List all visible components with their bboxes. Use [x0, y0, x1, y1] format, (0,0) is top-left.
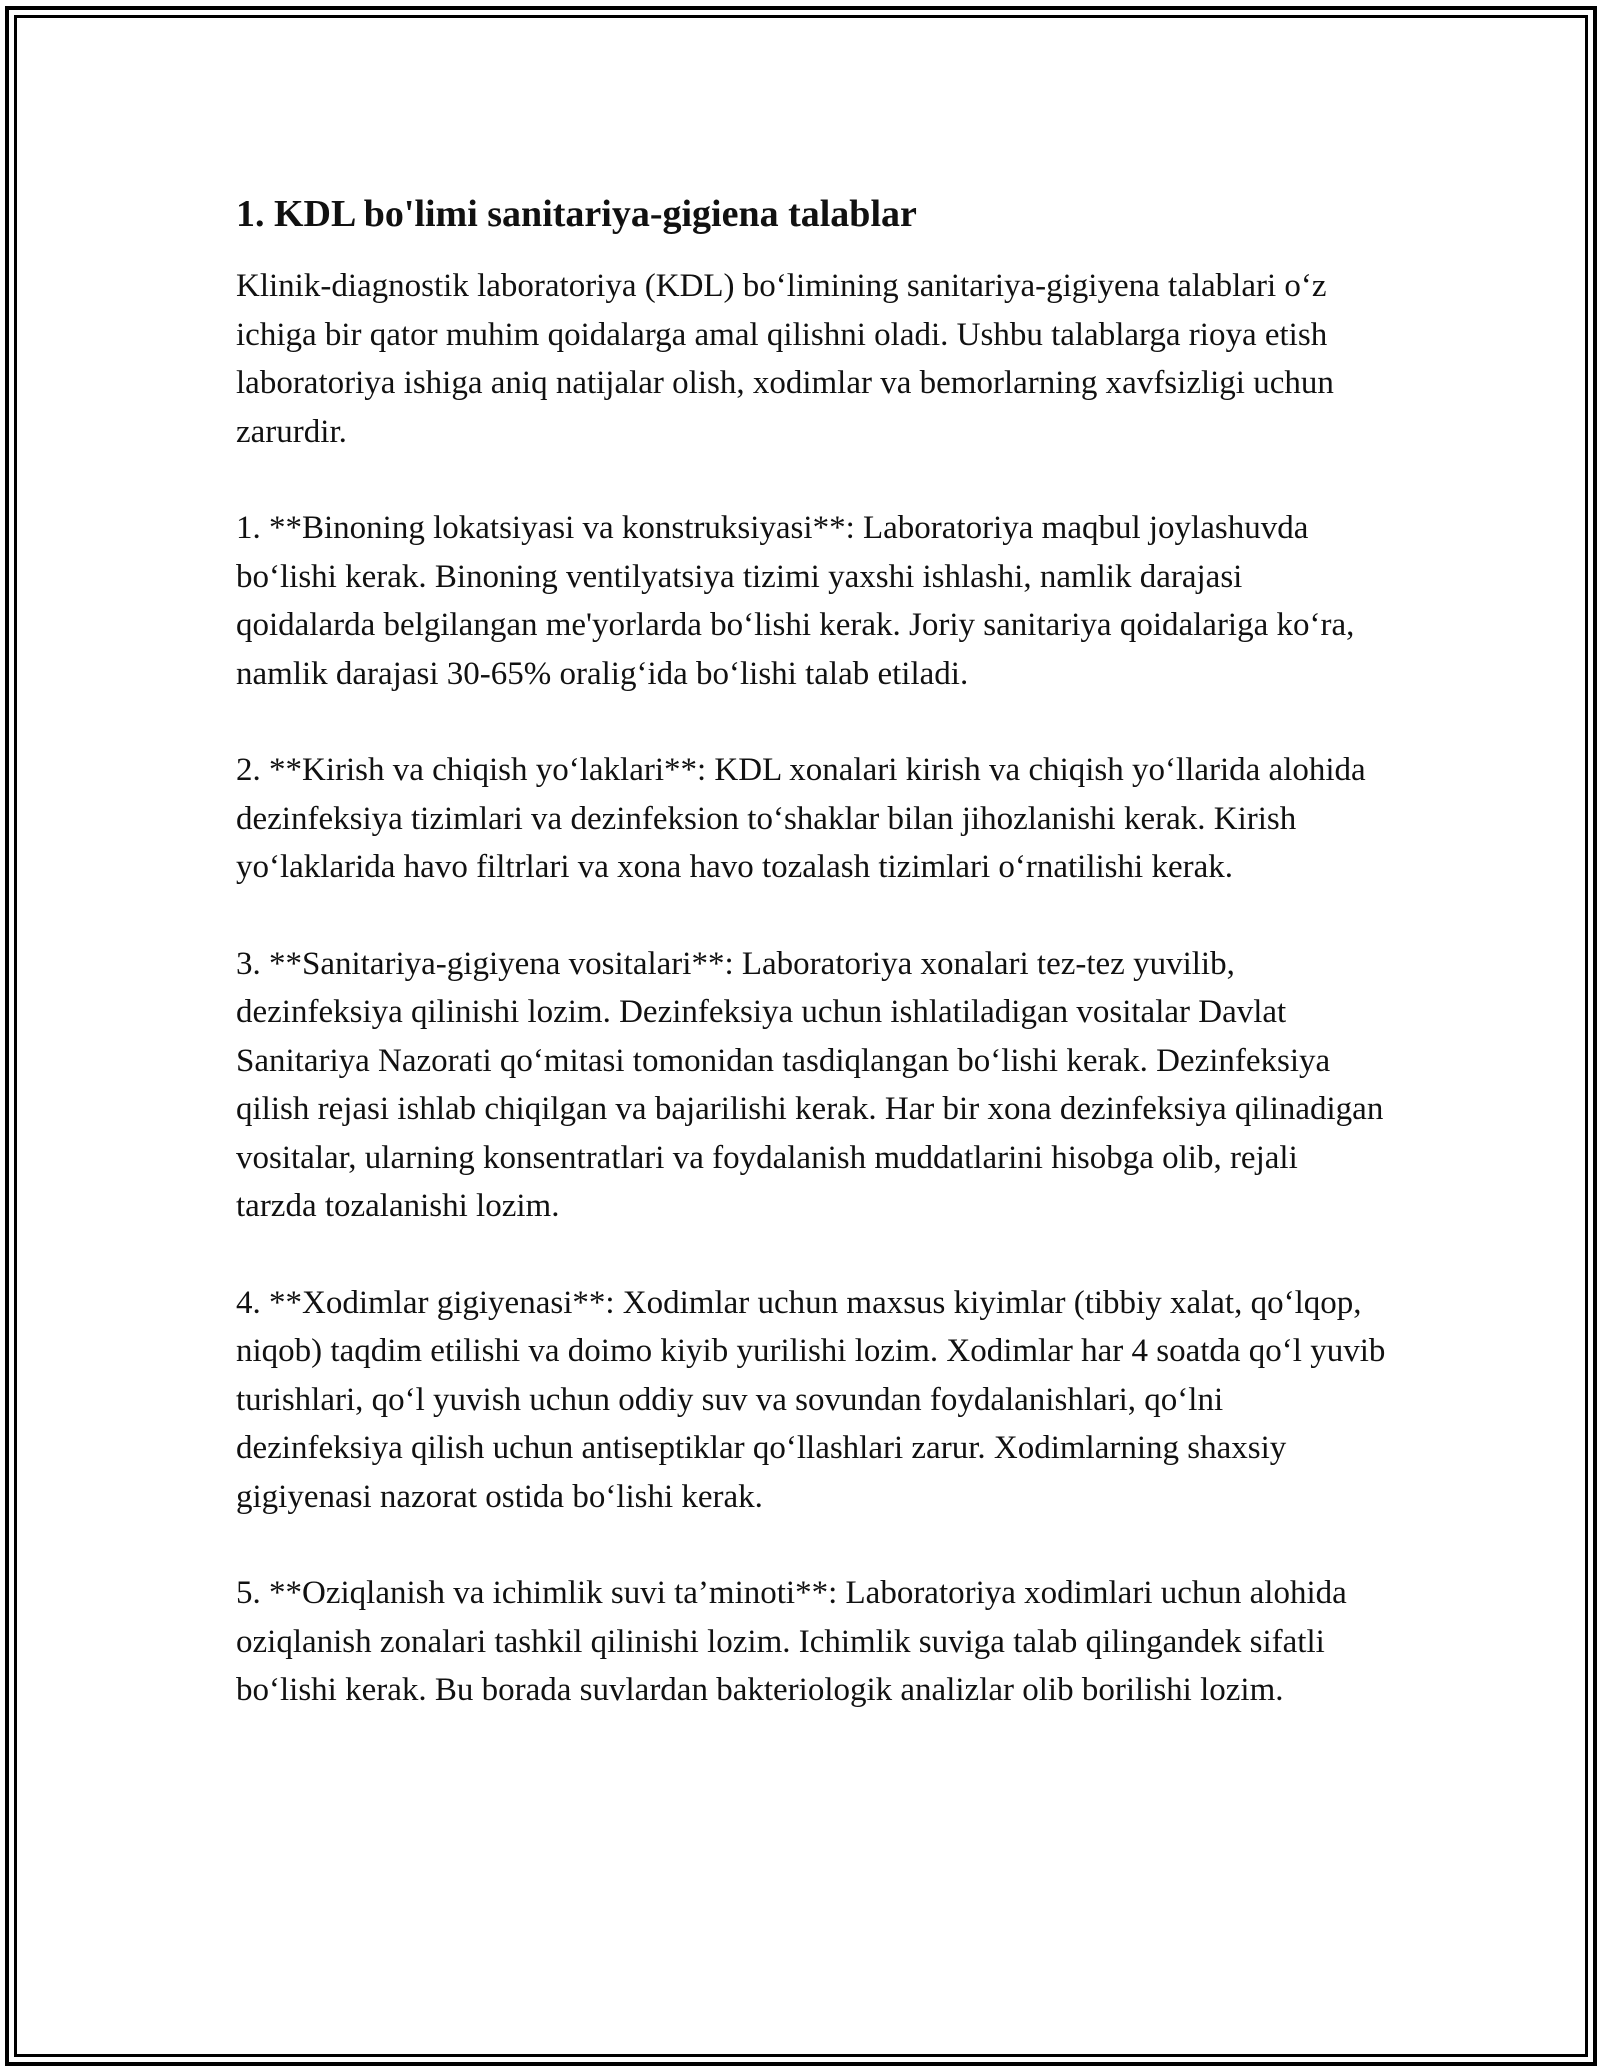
paragraph-staff-hygiene: 4. **Xodimlar gigiyenasi**: Xodimlar uchun maxsus kiyimlar (tibbiy xalat, qo‘lqop, niqob) taqdim etilishi va doimo kiyib yurilishi lozim. Xodimlar har 4 soatda qo‘l yuvib turishlari, qo‘l yuvish uchun oddiy suv va sovundan foydalanishlari, qo‘lni dezinfeksiya qilish uchun antiseptiklar qo‘llashlari zarur. Xodimlarning shaxsiy gigiyenasi nazorat ostida bo‘lishi kerak.: [236, 1284, 1386, 1515]
paragraph-entrance-exit: 2. **Kirish va chiqish yo‘laklari**: KDL xonalari kirish va chiqish yo‘llarida alohida dezinfeksiya tizimlari va dezinfeksion to‘shaklar bilan jihozlanishi kerak. Kirish yo‘laklarida havo filtrlari va xona havo tozalash tizimlari o‘rnatilishi kerak.: [236, 752, 1366, 885]
section-heading: 1. KDL bo'limi sanitariya-gigiena talablar: [236, 193, 917, 235]
paragraph-food-water: 5. **Oziqlanish va ichimlik suvi ta’minoti**: Laboratoriya xodimlari uchun alohida oziqlanish zonalari tashkil qilinishi lozim. Ichimlik suviga talab qilingandek sifatli bo‘lishi kerak. Bu borada suvlardan bakteriologik analizlar olib borilishi lozim.: [236, 1575, 1347, 1708]
intro-paragraph: Klinik-diagnostik laboratoriya (KDL) bo‘limining sanitariya-gigiyena talablari o‘z ichiga bir qator muhim qoidalarga amal qilishni oladi. Ushbu talablarga rioya etish laboratoriya ishiga aniq natijalar olish, xodimlar va bemorlarning xavfsizligi uchun zarurdir.: [236, 268, 1334, 450]
paragraph-sanitary-means: 3. **Sanitariya-gigiyena vositalari**: Laboratoriya xonalari tez-tez yuvilib, dezinfeksiya qilinishi lozim. Dezinfeksiya uchun ishlatiladigan vositalar Davlat Sanitariya Nazorati qo‘mitasi tomonidan tasdiqlangan bo‘lishi kerak. Dezinfeksiya qilish rejasi ishlab chiqilgan va bajarilishi kerak. Har bir xona dezinfeksiya qilinadigan vositalar, ularning konsentratlari va foydalanish muddatlarini hisobga olib, rejali tarzda tozalanishi lozim.: [236, 945, 1384, 1224]
paragraph-building-location: 1. **Binoning lokatsiyasi va konstruksiyasi**: Laboratoriya maqbul joylashuvda bo‘lishi kerak. Binoning ventilyatsiya tizimi yaxshi ishlashi, namlik darajasi qoidalarda belgilangan me'yorlarda bo‘lishi kerak. Joriy sanitariya qoidalariga ko‘ra, namlik darajasi 30-65% oralig‘ida bo‘lishi talab etiladi.: [236, 510, 1355, 692]
document-body: [236, 188, 1386, 1715]
